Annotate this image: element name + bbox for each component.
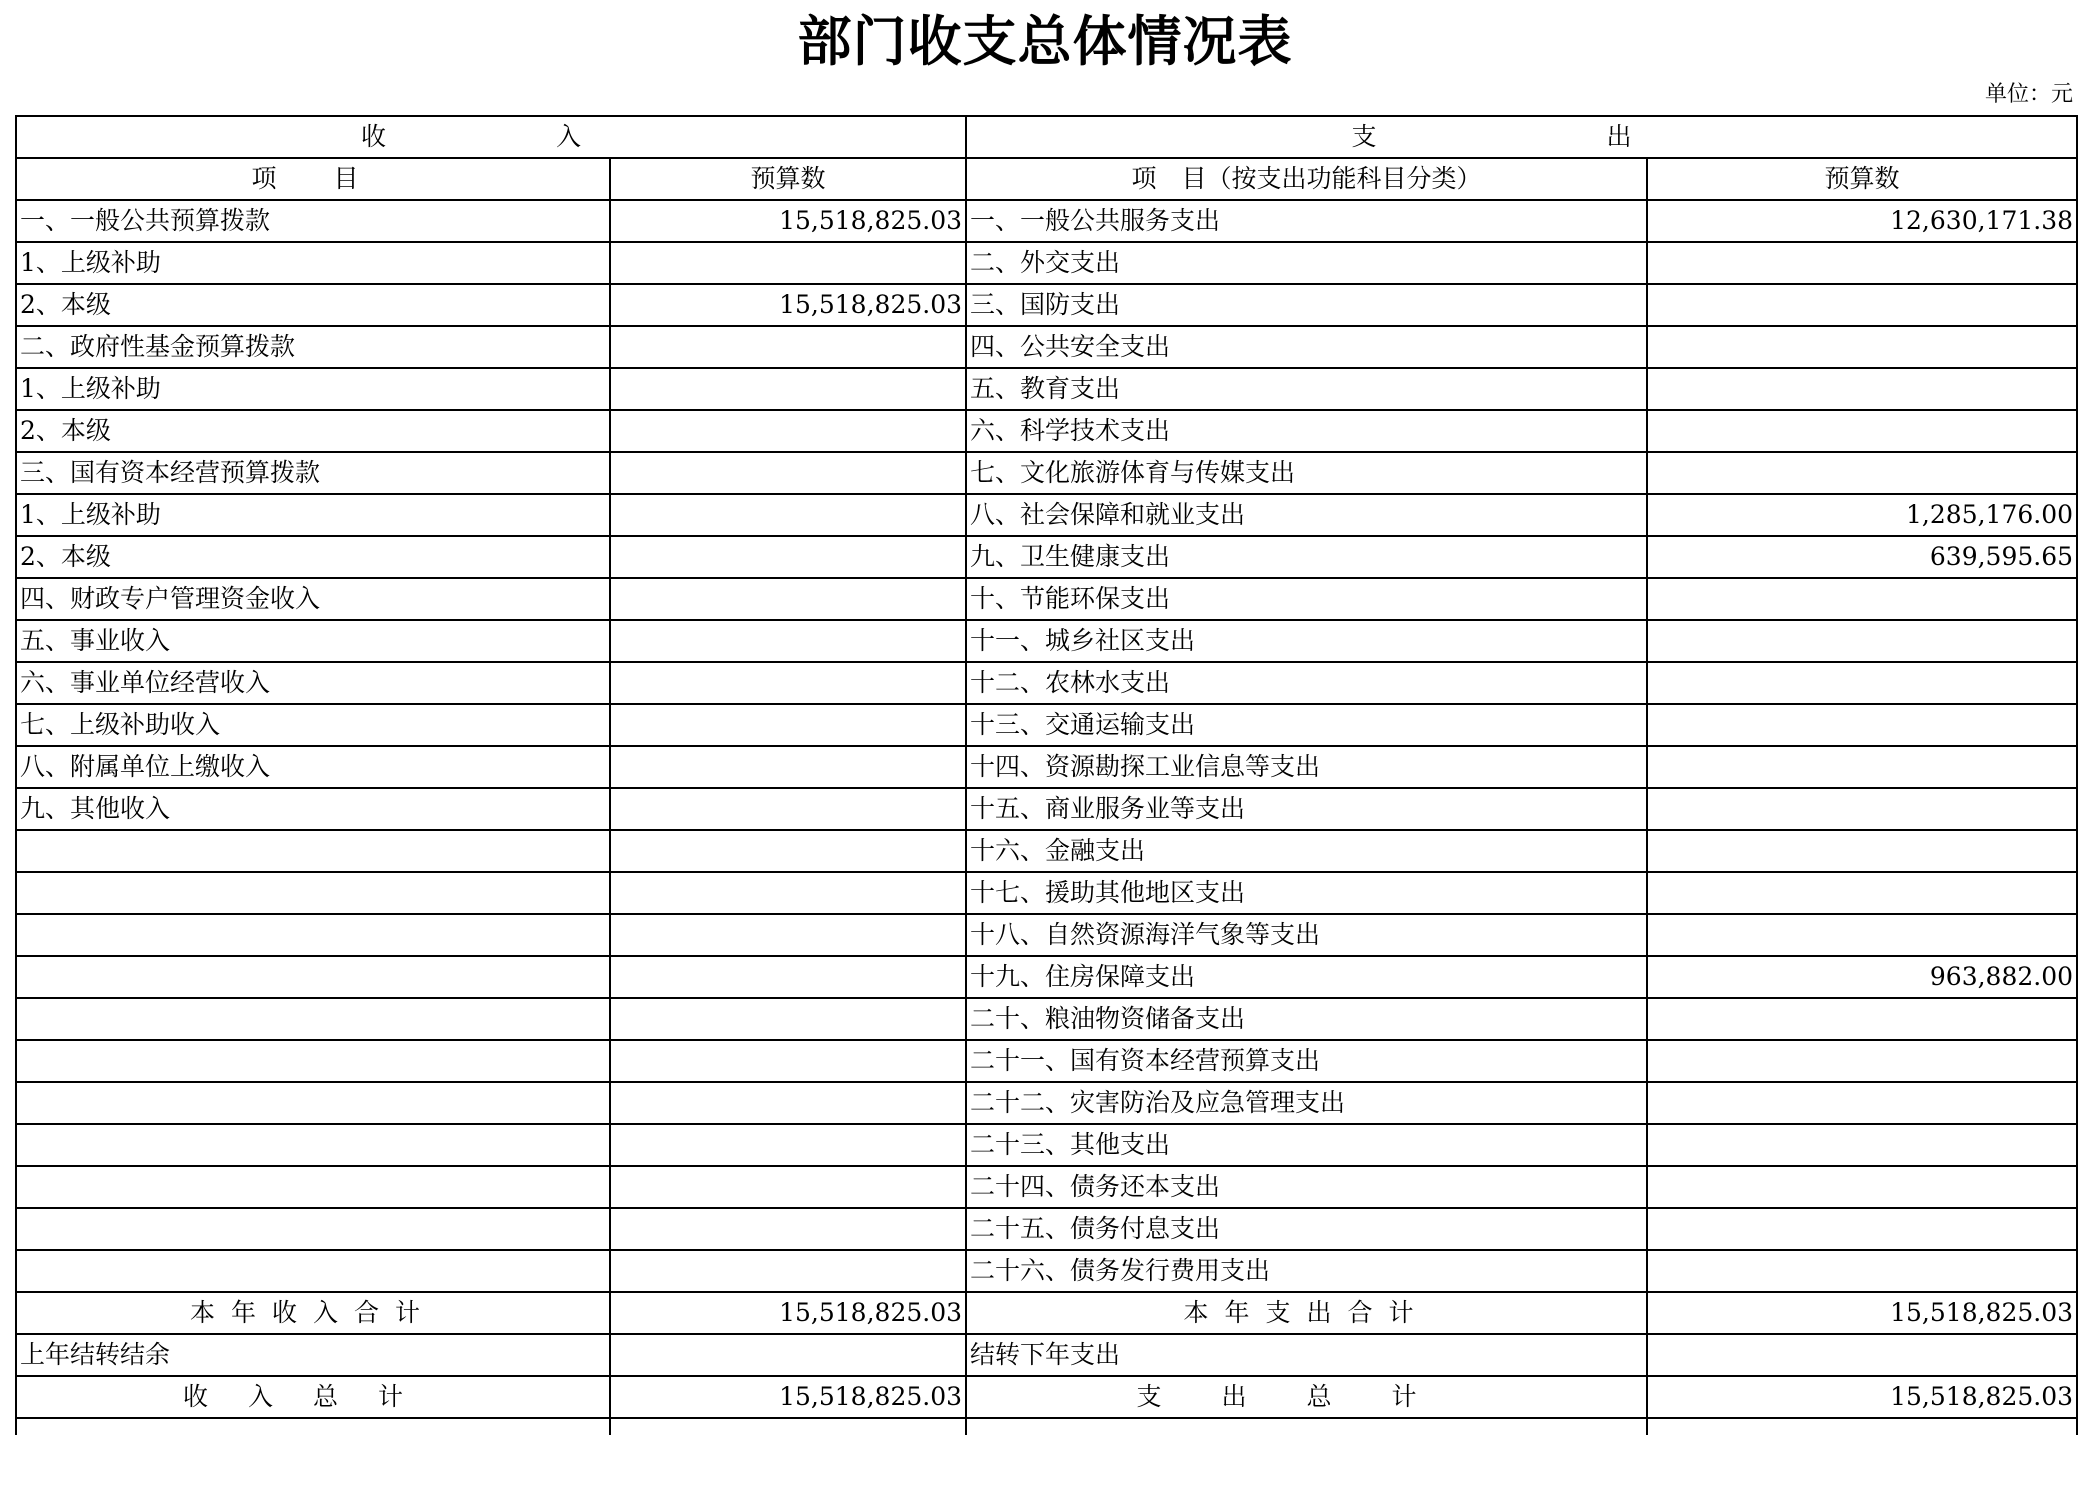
carryover-out-label: 结转下年支出	[966, 1334, 1647, 1376]
grand-total-row	[16, 1376, 2077, 1418]
table-row	[16, 998, 2077, 1040]
income-budget-cell	[610, 578, 966, 620]
expense-budget-cell	[1647, 872, 2077, 914]
expense-item-cell: 十九、住房保障支出	[966, 956, 1647, 998]
expense-item-cell: 九、卫生健康支出	[966, 536, 1647, 578]
income-item-cell: 二、政府性基金预算拨款	[16, 326, 610, 368]
table-row	[16, 1082, 2077, 1124]
income-item-cell: 1、上级补助	[16, 242, 610, 284]
tail-cell	[16, 1418, 610, 1435]
income-item-cell	[16, 1082, 610, 1124]
carryover-out-value	[1647, 1334, 2077, 1376]
expense-item-cell: 十、节能环保支出	[966, 578, 1647, 620]
expense-item-cell: 十一、城乡社区支出	[966, 620, 1647, 662]
expense-budget-cell	[1647, 1250, 2077, 1292]
expense-grand-total-value: 15,518,825.03	[1647, 1376, 2077, 1418]
income-item-cell	[16, 1166, 610, 1208]
year-expense-total-label: 本年支出合计	[966, 1292, 1647, 1334]
expense-item-cell: 一、一般公共服务支出	[966, 200, 1647, 242]
expense-item-cell: 二、外交支出	[966, 242, 1647, 284]
income-budget-cell	[610, 242, 966, 284]
table-row	[16, 1208, 2077, 1250]
expense-budget-cell	[1647, 578, 2077, 620]
income-budget-cell	[610, 830, 966, 872]
income-item-cell	[16, 1208, 610, 1250]
income-item-cell: 2、本级	[16, 536, 610, 578]
expense-item-cell: 十八、自然资源海洋气象等支出	[966, 914, 1647, 956]
expense-budget-cell	[1647, 662, 2077, 704]
expense-item-cell: 七、文化旅游体育与传媒支出	[966, 452, 1647, 494]
tail-cell	[1647, 1418, 2077, 1435]
expense-item-cell: 十五、商业服务业等支出	[966, 788, 1647, 830]
income-item-cell	[16, 872, 610, 914]
group-header-row	[16, 116, 2077, 158]
expense-item-cell: 二十二、灾害防治及应急管理支出	[966, 1082, 1647, 1124]
expense-item-cell: 六、科学技术支出	[966, 410, 1647, 452]
table-row	[16, 1040, 2077, 1082]
income-item-cell	[16, 914, 610, 956]
income-budget-cell	[610, 956, 966, 998]
table-row	[16, 1124, 2077, 1166]
expense-budget-cell	[1647, 788, 2077, 830]
expense-item-cell: 二十一、国有资本经营预算支出	[966, 1040, 1647, 1082]
year-income-total-value: 15,518,825.03	[610, 1292, 966, 1334]
income-budget-cell	[610, 704, 966, 746]
income-item-cell	[16, 1124, 610, 1166]
expense-budget-cell	[1647, 998, 2077, 1040]
tail-cell	[610, 1418, 966, 1435]
expense-item-cell: 十六、金融支出	[966, 830, 1647, 872]
expense-item-cell: 五、教育支出	[966, 368, 1647, 410]
table-row	[16, 620, 2077, 662]
income-item-cell	[16, 1250, 610, 1292]
expense-item-cell: 二十六、债务发行费用支出	[966, 1250, 1647, 1292]
income-budget-cell	[610, 1208, 966, 1250]
expense-budget-cell	[1647, 1124, 2077, 1166]
table-row	[16, 200, 2077, 242]
income-item-cell: 四、财政专户管理资金收入	[16, 578, 610, 620]
table-row	[16, 536, 2077, 578]
income-budget-cell	[610, 1166, 966, 1208]
year-income-total-label: 本年收入合计	[16, 1292, 610, 1334]
table-row	[16, 788, 2077, 830]
income-budget-cell	[610, 368, 966, 410]
income-item-cell	[16, 1040, 610, 1082]
income-budget-cell: 15,518,825.03	[610, 200, 966, 242]
expense-budget-cell	[1647, 746, 2077, 788]
expense-budget-cell: 963,882.00	[1647, 956, 2077, 998]
income-item-cell: 1、上级补助	[16, 494, 610, 536]
income-item-cell	[16, 956, 610, 998]
expense-item-cell: 八、社会保障和就业支出	[966, 494, 1647, 536]
table-row	[16, 578, 2077, 620]
table-row	[16, 368, 2077, 410]
income-budget-cell	[610, 662, 966, 704]
expense-item-cell: 十七、援助其他地区支出	[966, 872, 1647, 914]
table-row	[16, 452, 2077, 494]
expense-budget-cell: 12,630,171.38	[1647, 200, 2077, 242]
income-grand-total-value: 15,518,825.03	[610, 1376, 966, 1418]
expense-budget-cell	[1647, 410, 2077, 452]
income-item-cell: 一、一般公共预算拨款	[16, 200, 610, 242]
expense-budget-header: 预算数	[1647, 158, 2077, 200]
income-budget-cell	[610, 998, 966, 1040]
table-row	[16, 494, 2077, 536]
expense-budget-cell	[1647, 1040, 2077, 1082]
income-item-cell: 五、事业收入	[16, 620, 610, 662]
table-tail-row	[16, 1418, 2077, 1435]
income-item-cell	[16, 830, 610, 872]
year-total-row	[16, 1292, 2077, 1334]
expense-item-cell: 二十、粮油物资储备支出	[966, 998, 1647, 1040]
table-row	[16, 410, 2077, 452]
income-item-cell	[16, 998, 610, 1040]
income-budget-cell	[610, 494, 966, 536]
table-row	[16, 746, 2077, 788]
income-budget-cell	[610, 872, 966, 914]
income-item-cell: 三、国有资本经营预算拨款	[16, 452, 610, 494]
income-item-cell: 1、上级补助	[16, 368, 610, 410]
expense-budget-cell	[1647, 368, 2077, 410]
income-budget-cell	[610, 746, 966, 788]
income-budget-cell	[610, 914, 966, 956]
table-row	[16, 704, 2077, 746]
expense-budget-cell	[1647, 704, 2077, 746]
expense-item-cell: 十三、交通运输支出	[966, 704, 1647, 746]
income-budget-cell	[610, 1082, 966, 1124]
expense-budget-cell	[1647, 1082, 2077, 1124]
expense-item-cell: 二十四、债务还本支出	[966, 1166, 1647, 1208]
expense-budget-cell	[1647, 326, 2077, 368]
income-budget-cell	[610, 536, 966, 578]
expense-budget-cell	[1647, 1166, 2077, 1208]
income-budget-header: 预算数	[610, 158, 966, 200]
expense-budget-cell	[1647, 620, 2077, 662]
table-row	[16, 872, 2077, 914]
income-item-cell: 八、附属单位上缴收入	[16, 746, 610, 788]
tail-cell	[966, 1418, 1647, 1435]
expense-budget-cell: 1,285,176.00	[1647, 494, 2077, 536]
expense-item-cell: 十二、农林水支出	[966, 662, 1647, 704]
income-budget-cell	[610, 326, 966, 368]
income-item-header: 项 目	[16, 158, 610, 200]
expense-item-header: 项 目（按支出功能科目分类）	[966, 158, 1647, 200]
income-item-cell: 2、本级	[16, 410, 610, 452]
expense-item-cell: 二十三、其他支出	[966, 1124, 1647, 1166]
expense-group-header: 支 出	[966, 116, 2077, 158]
income-group-header: 收 入	[16, 116, 966, 158]
expense-budget-cell	[1647, 452, 2077, 494]
expense-item-cell: 三、国防支出	[966, 284, 1647, 326]
expense-budget-cell	[1647, 1208, 2077, 1250]
expense-budget-cell	[1647, 242, 2077, 284]
income-budget-cell	[610, 1250, 966, 1292]
table-row	[16, 1250, 2077, 1292]
table-row	[16, 830, 2077, 872]
income-grand-total-label: 收入总计	[16, 1376, 610, 1418]
expense-budget-cell	[1647, 914, 2077, 956]
expense-budget-cell	[1647, 284, 2077, 326]
income-item-cell: 九、其他收入	[16, 788, 610, 830]
income-budget-cell	[610, 1124, 966, 1166]
table-row	[16, 914, 2077, 956]
income-budget-cell	[610, 1040, 966, 1082]
table-row	[16, 662, 2077, 704]
year-expense-total-value: 15,518,825.03	[1647, 1292, 2077, 1334]
income-budget-cell	[610, 788, 966, 830]
expense-item-cell: 四、公共安全支出	[966, 326, 1647, 368]
income-item-cell: 六、事业单位经营收入	[16, 662, 610, 704]
expense-grand-total-label: 支出总计	[966, 1376, 1647, 1418]
expense-budget-cell: 639,595.65	[1647, 536, 2077, 578]
carryover-row	[16, 1334, 2077, 1376]
income-budget-cell	[610, 452, 966, 494]
budget-table	[15, 115, 2078, 1435]
expense-item-cell: 二十五、债务付息支出	[966, 1208, 1647, 1250]
page-title: 部门收支总体情况表	[797, 10, 1293, 73]
income-item-cell: 七、上级补助收入	[16, 704, 610, 746]
table-row	[16, 1166, 2077, 1208]
income-budget-cell	[610, 410, 966, 452]
table-row	[16, 284, 2077, 326]
table-row	[16, 326, 2077, 368]
carryover-in-label: 上年结转结余	[16, 1334, 610, 1376]
column-header-row	[16, 158, 2077, 200]
income-item-cell: 2、本级	[16, 284, 610, 326]
expense-budget-cell	[1647, 830, 2077, 872]
carryover-in-value	[610, 1334, 966, 1376]
income-budget-cell	[610, 620, 966, 662]
unit-label: 单位：元	[1984, 82, 2073, 107]
income-budget-cell: 15,518,825.03	[610, 284, 966, 326]
expense-item-cell: 十四、资源勘探工业信息等支出	[966, 746, 1647, 788]
table-row	[16, 242, 2077, 284]
table-row	[16, 956, 2077, 998]
